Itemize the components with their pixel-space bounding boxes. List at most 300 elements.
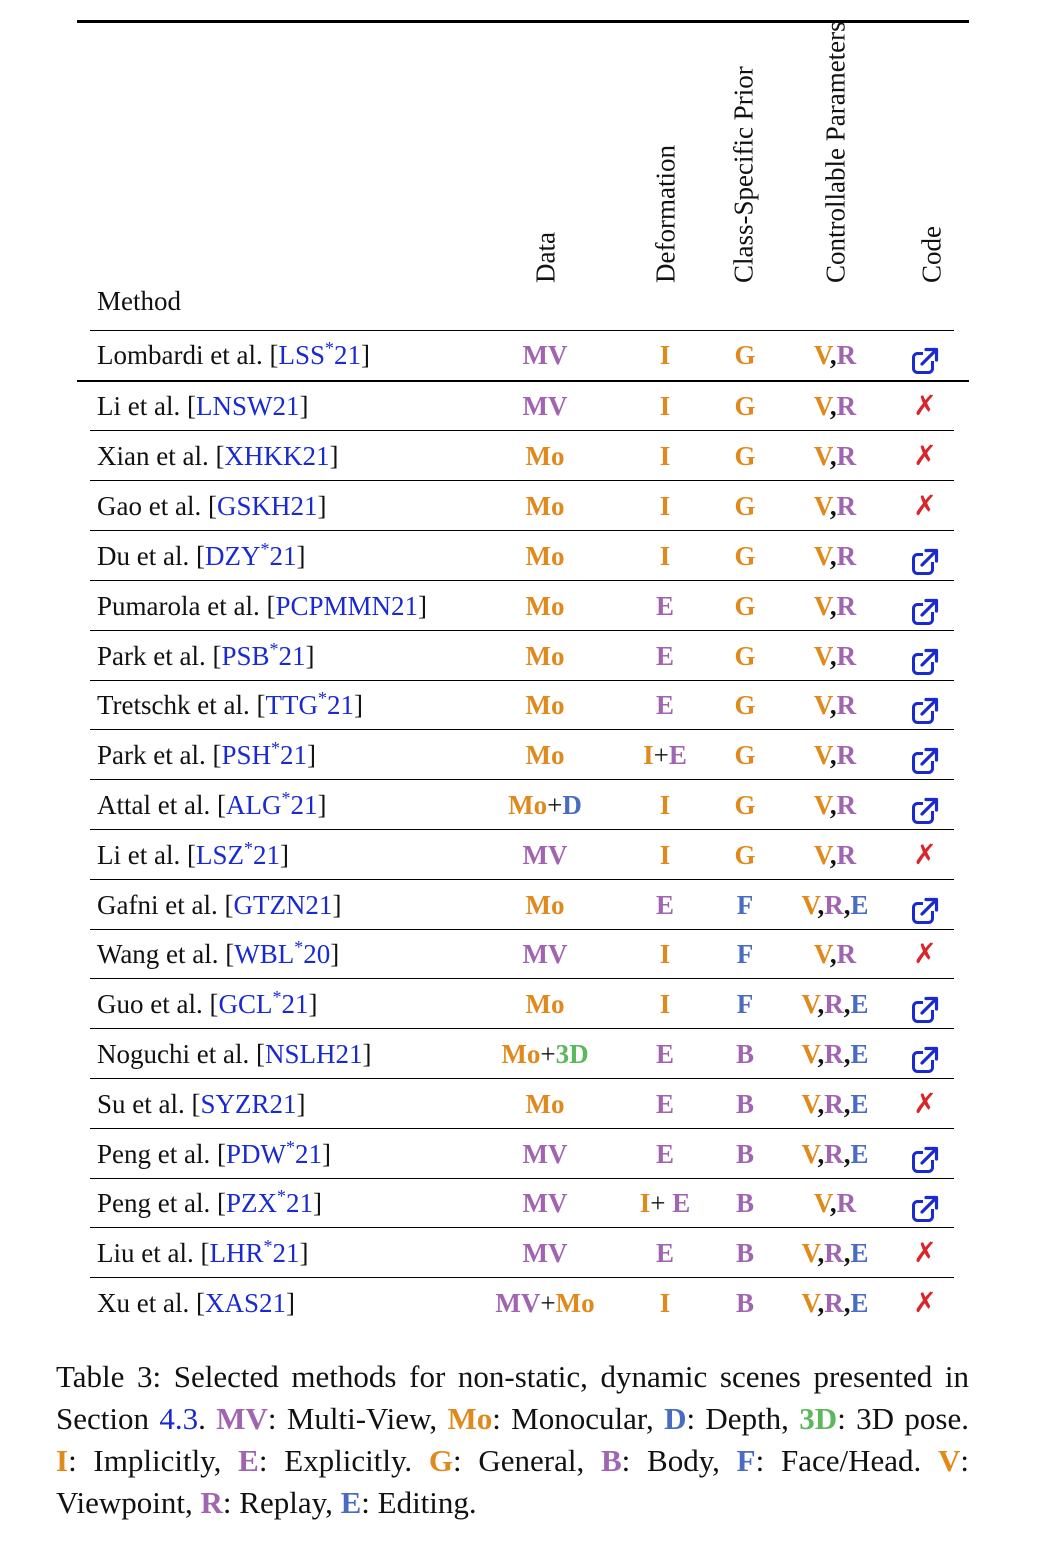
cross-icon: ✗ [913, 491, 937, 522]
data-tag: Mo [501, 1039, 541, 1069]
code-cell [905, 381, 945, 431]
comma: , [843, 1089, 851, 1119]
deformation-cell [625, 531, 705, 581]
method-cell: Noguchi et al. [NSLH21] [97, 1039, 372, 1069]
deformation-tag: E [668, 740, 687, 770]
controllable-tag: R [824, 1238, 844, 1268]
prior-tag: G [734, 641, 756, 671]
prior-tag: B [735, 1139, 754, 1169]
legend-text: : Depth, [686, 1401, 800, 1436]
table-row [90, 730, 954, 780]
header-data: Data [530, 232, 561, 283]
data-cell [455, 1278, 635, 1328]
data-tag: MV [522, 1139, 568, 1169]
data-tag: Mo [525, 890, 565, 920]
code-cell [905, 531, 945, 581]
controllable-cell [770, 979, 900, 1029]
data-cell [455, 1178, 635, 1228]
cross-icon: ✗ [913, 391, 937, 422]
citation-link[interactable]: DZY*21 [204, 539, 297, 571]
code-cell [905, 929, 945, 979]
comma: , [817, 1039, 825, 1069]
method-cell: Gao et al. [GSKH21] [97, 491, 327, 521]
plus-sign: + [540, 1039, 556, 1069]
controllable-tag: R [824, 1288, 844, 1318]
prior-tag: G [734, 591, 756, 621]
controllable-cell [770, 631, 900, 681]
method-author: Noguchi et al. [97, 1039, 250, 1069]
comma: , [829, 690, 837, 720]
data-tag: MV [522, 939, 568, 969]
controllable-cell [770, 431, 900, 481]
method-author: Wang et al. [97, 939, 219, 969]
controllable-tag: R [824, 1139, 844, 1169]
comma: , [817, 1089, 825, 1119]
table-row [90, 830, 954, 880]
code-cell [905, 780, 945, 830]
data-tag: Mo [525, 491, 565, 521]
citation-link[interactable]: XHKK21 [224, 441, 330, 471]
deformation-tag: I [659, 790, 671, 820]
citation-link[interactable]: PCPMMN21 [275, 591, 419, 621]
prior-tag: G [734, 491, 756, 521]
controllable-cell [770, 330, 900, 380]
method-cell: Li et al. [LSZ*21] [97, 838, 289, 870]
deformation-cell [625, 830, 705, 880]
table-row [90, 1129, 954, 1179]
method-author: Xu et al. [97, 1288, 190, 1318]
code-cell [905, 581, 945, 631]
citation-link[interactable]: ALG*21 [225, 788, 318, 820]
deformation-cell [625, 1278, 705, 1328]
code-cell [905, 1228, 945, 1278]
controllable-cell [770, 1228, 900, 1278]
comma: , [843, 1039, 851, 1069]
deformation-tag: E [655, 1139, 674, 1169]
citation-link[interactable]: LHR*21 [209, 1236, 300, 1268]
legend-text: : Implicitly, [68, 1443, 239, 1478]
method-cell: Peng et al. [PZX*21] [97, 1186, 322, 1218]
cross-icon: ✗ [913, 1238, 937, 1269]
prior-tag: G [734, 340, 756, 370]
legend-text: : Explicitly. [258, 1443, 429, 1478]
data-cell [455, 1228, 635, 1278]
external-link-icon[interactable] [911, 1140, 939, 1168]
table-row [90, 631, 954, 681]
citation-link[interactable]: LNSW21 [195, 391, 300, 421]
controllable-cell [770, 880, 900, 930]
citation-link[interactable]: TTG*21 [265, 688, 354, 720]
controllable-tag: R [836, 591, 857, 621]
method-cell: Tretschk et al. [TTG*21] [97, 688, 363, 720]
data-cell [455, 581, 635, 631]
comma: , [829, 541, 837, 571]
external-link-icon[interactable] [911, 791, 939, 819]
controllable-tag: V [813, 790, 830, 820]
comma: , [843, 1288, 851, 1318]
deformation-cell [625, 481, 705, 531]
cross-icon: ✗ [913, 1288, 937, 1319]
comma: , [843, 1238, 851, 1268]
method-author: Park et al. [97, 641, 206, 671]
controllable-tag: R [836, 840, 857, 870]
code-cell [905, 680, 945, 730]
legend-text: : Editing. [361, 1485, 477, 1520]
table-row [90, 381, 954, 431]
data-tag: MV [522, 840, 568, 870]
deformation-tag: I [659, 840, 671, 870]
controllable-tag: E [850, 989, 869, 1019]
code-cell [905, 979, 945, 1029]
comma: , [829, 840, 837, 870]
legend-text: : Multi-View, [267, 1401, 448, 1436]
data-cell [455, 631, 635, 681]
controllable-tag: V [813, 491, 830, 521]
table-row [90, 780, 954, 830]
legend-text: : 3D pose. [837, 1401, 969, 1436]
table-row [90, 431, 954, 481]
data-cell [455, 680, 635, 730]
legend-text: : Replay, [222, 1485, 341, 1520]
deformation-cell [625, 1178, 705, 1228]
controllable-cell [770, 1178, 900, 1228]
prior-tag: B [735, 1288, 754, 1318]
data-tag: MV [495, 1288, 541, 1318]
prior-tag: B [735, 1238, 754, 1268]
comma: , [829, 591, 837, 621]
method-author: Guo et al. [97, 989, 203, 1019]
citation-link[interactable]: GCL*21 [218, 987, 309, 1019]
cross-icon: ✗ [913, 840, 937, 871]
data-cell [455, 780, 635, 830]
method-cell: Liu et al. [LHR*21] [97, 1236, 309, 1268]
code-cell [905, 880, 945, 930]
external-link-icon[interactable] [911, 1189, 939, 1217]
legend-key: B [600, 1443, 622, 1478]
citation-link[interactable]: PSH*21 [221, 738, 307, 770]
code-cell [905, 1129, 945, 1179]
controllable-cell [770, 780, 900, 830]
citation-link[interactable]: GSKH21 [216, 491, 318, 521]
data-tag: MV [522, 391, 568, 421]
external-link-icon[interactable] [911, 741, 939, 769]
controllable-tag: R [836, 939, 857, 969]
table-row [90, 481, 954, 531]
deformation-cell [625, 1129, 705, 1179]
controllable-tag: R [836, 541, 857, 571]
controllable-tag: V [813, 690, 830, 720]
method-author: Li et al. [97, 840, 181, 870]
code-cell [905, 631, 945, 681]
citation-link[interactable]: PDW*21 [225, 1137, 322, 1169]
deformation-cell [625, 730, 705, 780]
legend-text: : Viewpoint, [56, 1443, 969, 1520]
data-cell [455, 481, 635, 531]
legend-key: G [428, 1443, 454, 1478]
table-row [90, 330, 954, 380]
method-author: Liu et al. [97, 1238, 194, 1268]
data-cell [455, 830, 635, 880]
controllable-tag: E [850, 1039, 869, 1069]
comma: , [829, 790, 837, 820]
comma: , [817, 890, 825, 920]
deformation-cell [625, 680, 705, 730]
data-cell [455, 531, 635, 581]
plus-sign: + [650, 1188, 673, 1218]
controllable-tag: R [836, 740, 857, 770]
controllable-tag: R [824, 1039, 844, 1069]
data-tag: 3D [555, 1039, 589, 1069]
controllable-tag: V [801, 1238, 818, 1268]
comma: , [817, 1238, 825, 1268]
method-author: Du et al. [97, 541, 190, 571]
header-code: Code [916, 226, 947, 283]
method-cell: Lombardi et al. [LSS*21] [97, 338, 370, 370]
table-row [90, 1228, 954, 1278]
table-row [90, 1278, 954, 1328]
controllable-tag: R [836, 790, 857, 820]
external-link-icon[interactable] [911, 1040, 939, 1068]
controllable-tag: V [813, 1188, 830, 1218]
prior-tag: G [734, 740, 756, 770]
controllable-cell [770, 830, 900, 880]
legend-text: : Body, [621, 1443, 737, 1478]
comma: , [817, 989, 825, 1019]
deformation-tag: E [655, 890, 674, 920]
controllable-cell [770, 381, 900, 431]
controllable-tag: V [801, 890, 818, 920]
deformation-cell [625, 381, 705, 431]
method-cell: Xu et al. [XAS21] [97, 1288, 295, 1318]
data-tag: Mo [555, 1288, 595, 1318]
comma: , [817, 1288, 825, 1318]
table-row [90, 979, 954, 1029]
citation-link[interactable]: LSS*21 [278, 338, 361, 370]
data-cell [455, 330, 635, 380]
deformation-tag: I [643, 740, 654, 770]
controllable-cell [770, 1029, 900, 1079]
controllable-tag: V [813, 391, 830, 421]
code-cell [905, 830, 945, 880]
section-link[interactable]: 4.3 [159, 1401, 199, 1436]
controllable-cell [770, 531, 900, 581]
table-row [90, 1079, 954, 1129]
controllable-cell [770, 929, 900, 979]
controllable-tag: R [836, 391, 857, 421]
plus-sign: + [540, 1288, 556, 1318]
citation-link[interactable]: XAS21 [204, 1288, 286, 1318]
legend-key: Mo [447, 1401, 493, 1436]
plus-sign: + [653, 740, 669, 770]
comma: , [829, 391, 837, 421]
comma: , [829, 740, 837, 770]
legend-key: F [736, 1443, 756, 1478]
citation-link[interactable]: SYZR21 [200, 1089, 297, 1119]
data-tag: Mo [525, 1089, 565, 1119]
table-row [90, 581, 954, 631]
method-cell: Attal et al. [ALG*21] [97, 788, 327, 820]
controllable-cell [770, 1079, 900, 1129]
citation-link[interactable]: WBL*20 [234, 937, 331, 969]
legend-key: 3D [799, 1401, 838, 1436]
controllable-tag: R [836, 441, 857, 471]
deformation-cell [625, 880, 705, 930]
legend-key: R [200, 1485, 223, 1520]
deformation-tag: I [659, 939, 671, 969]
citation-link[interactable]: GTZN21 [233, 890, 333, 920]
deformation-tag: I [659, 541, 671, 571]
table-row [90, 531, 954, 581]
data-tag: Mo [525, 740, 565, 770]
data-tag: Mo [525, 441, 565, 471]
data-tag: Mo [525, 541, 565, 571]
comma: , [829, 939, 837, 969]
method-author: Xian et al. [97, 441, 209, 471]
controllable-tag: V [813, 541, 830, 571]
external-link-icon[interactable] [911, 592, 939, 620]
method-cell: Wang et al. [WBL*20] [97, 937, 340, 969]
table-row [90, 1178, 954, 1228]
controllable-cell [770, 1129, 900, 1179]
deformation-cell [625, 1228, 705, 1278]
deformation-tag: I [659, 441, 671, 471]
comma: , [829, 491, 837, 521]
legend-key: E [340, 1485, 362, 1520]
controllable-tag: E [850, 1238, 869, 1268]
code-cell [905, 1079, 945, 1129]
prior-tag: F [736, 939, 754, 969]
external-link-icon[interactable] [911, 642, 939, 670]
comma: , [843, 989, 851, 1019]
method-cell: Park et al. [PSB*21] [97, 639, 315, 671]
controllable-tag: V [813, 641, 830, 671]
legend-text: : Face/Head. [755, 1443, 938, 1478]
method-author: Attal et al. [97, 790, 211, 820]
table-row [90, 680, 954, 730]
caption-punct: . [198, 1401, 217, 1436]
code-cell [905, 1278, 945, 1328]
method-author: Park et al. [97, 740, 206, 770]
method-author: Lombardi et al. [97, 340, 263, 370]
prior-tag: G [734, 391, 756, 421]
code-cell [905, 431, 945, 481]
data-cell [455, 929, 635, 979]
data-cell [455, 880, 635, 930]
data-tag: MV [522, 1238, 568, 1268]
prior-tag: G [734, 790, 756, 820]
method-author: Gao et al. [97, 491, 202, 521]
controllable-tag: V [801, 989, 818, 1019]
external-link-icon[interactable] [911, 691, 939, 719]
prior-tag: F [736, 890, 754, 920]
deformation-cell [625, 631, 705, 681]
deformation-tag: E [655, 1238, 674, 1268]
deformation-cell [625, 780, 705, 830]
cross-icon: ✗ [913, 441, 937, 472]
data-tag: Mo [525, 591, 565, 621]
data-cell [455, 730, 635, 780]
data-tag: MV [522, 340, 568, 370]
header-method: Method [97, 286, 181, 316]
data-cell [455, 979, 635, 1029]
controllable-tag: R [836, 340, 857, 370]
method-cell: Peng et al. [PDW*21] [97, 1137, 331, 1169]
method-author: Peng et al. [97, 1139, 211, 1169]
legend-text: : General, [453, 1443, 601, 1478]
method-cell: Xian et al. [XHKK21] [97, 441, 339, 471]
citation-link[interactable]: LSZ*21 [195, 838, 280, 870]
deformation-cell [625, 1079, 705, 1129]
controllable-cell [770, 581, 900, 631]
external-link-icon[interactable] [911, 542, 939, 570]
prior-tag: B [735, 1039, 754, 1069]
deformation-cell [625, 929, 705, 979]
controllable-tag: E [850, 890, 869, 920]
controllable-tag: V [801, 1139, 818, 1169]
method-cell: Su et al. [SYZR21] [97, 1089, 306, 1119]
deformation-tag: I [659, 340, 671, 370]
deformation-tag: E [655, 641, 674, 671]
citation-link[interactable]: NSLH21 [264, 1039, 363, 1069]
deformation-cell [625, 330, 705, 380]
comma: , [817, 1139, 825, 1169]
deformation-tag: I [639, 1188, 651, 1218]
prior-tag: B [735, 1089, 754, 1119]
external-link-icon[interactable] [911, 891, 939, 919]
deformation-tag: E [655, 1089, 674, 1119]
prior-tag: G [734, 541, 756, 571]
method-author: Li et al. [97, 391, 181, 421]
deformation-tag: E [655, 1039, 674, 1069]
controllable-tag: R [824, 989, 844, 1019]
prior-tag: G [734, 441, 756, 471]
data-tag: Mo [525, 989, 565, 1019]
method-cell: Park et al. [PSH*21] [97, 738, 316, 770]
legend-key: MV [216, 1401, 268, 1436]
code-cell [905, 1029, 945, 1079]
controllable-tag: E [850, 1288, 869, 1318]
code-cell [905, 481, 945, 531]
plus-sign: + [547, 790, 563, 820]
data-cell [455, 431, 635, 481]
table-row [90, 880, 954, 930]
data-tag: MV [522, 1188, 568, 1218]
controllable-tag: E [850, 1139, 869, 1169]
controllable-cell [770, 680, 900, 730]
external-link-icon[interactable] [911, 990, 939, 1018]
controllable-tag: R [824, 1089, 844, 1119]
method-cell: Du et al. [DZY*21] [97, 539, 306, 571]
data-tag: Mo [525, 690, 565, 720]
controllable-tag: R [836, 491, 857, 521]
method-cell: Li et al. [LNSW21] [97, 391, 309, 421]
external-link-icon[interactable] [911, 341, 939, 369]
controllable-cell [770, 730, 900, 780]
controllable-tag: V [801, 1089, 818, 1119]
method-author: Tretschk et al. [97, 690, 250, 720]
method-cell: Gafni et al. [GTZN21] [97, 890, 342, 920]
table-row [90, 929, 954, 979]
code-cell [905, 330, 945, 380]
data-cell [455, 381, 635, 431]
table-caption [56, 1356, 969, 1524]
data-tag: Mo [508, 790, 548, 820]
citation-link[interactable]: PZX*21 [225, 1186, 313, 1218]
controllable-cell [770, 481, 900, 531]
code-cell [905, 730, 945, 780]
deformation-tag: I [659, 989, 671, 1019]
citation-link[interactable]: PSB*21 [221, 639, 306, 671]
